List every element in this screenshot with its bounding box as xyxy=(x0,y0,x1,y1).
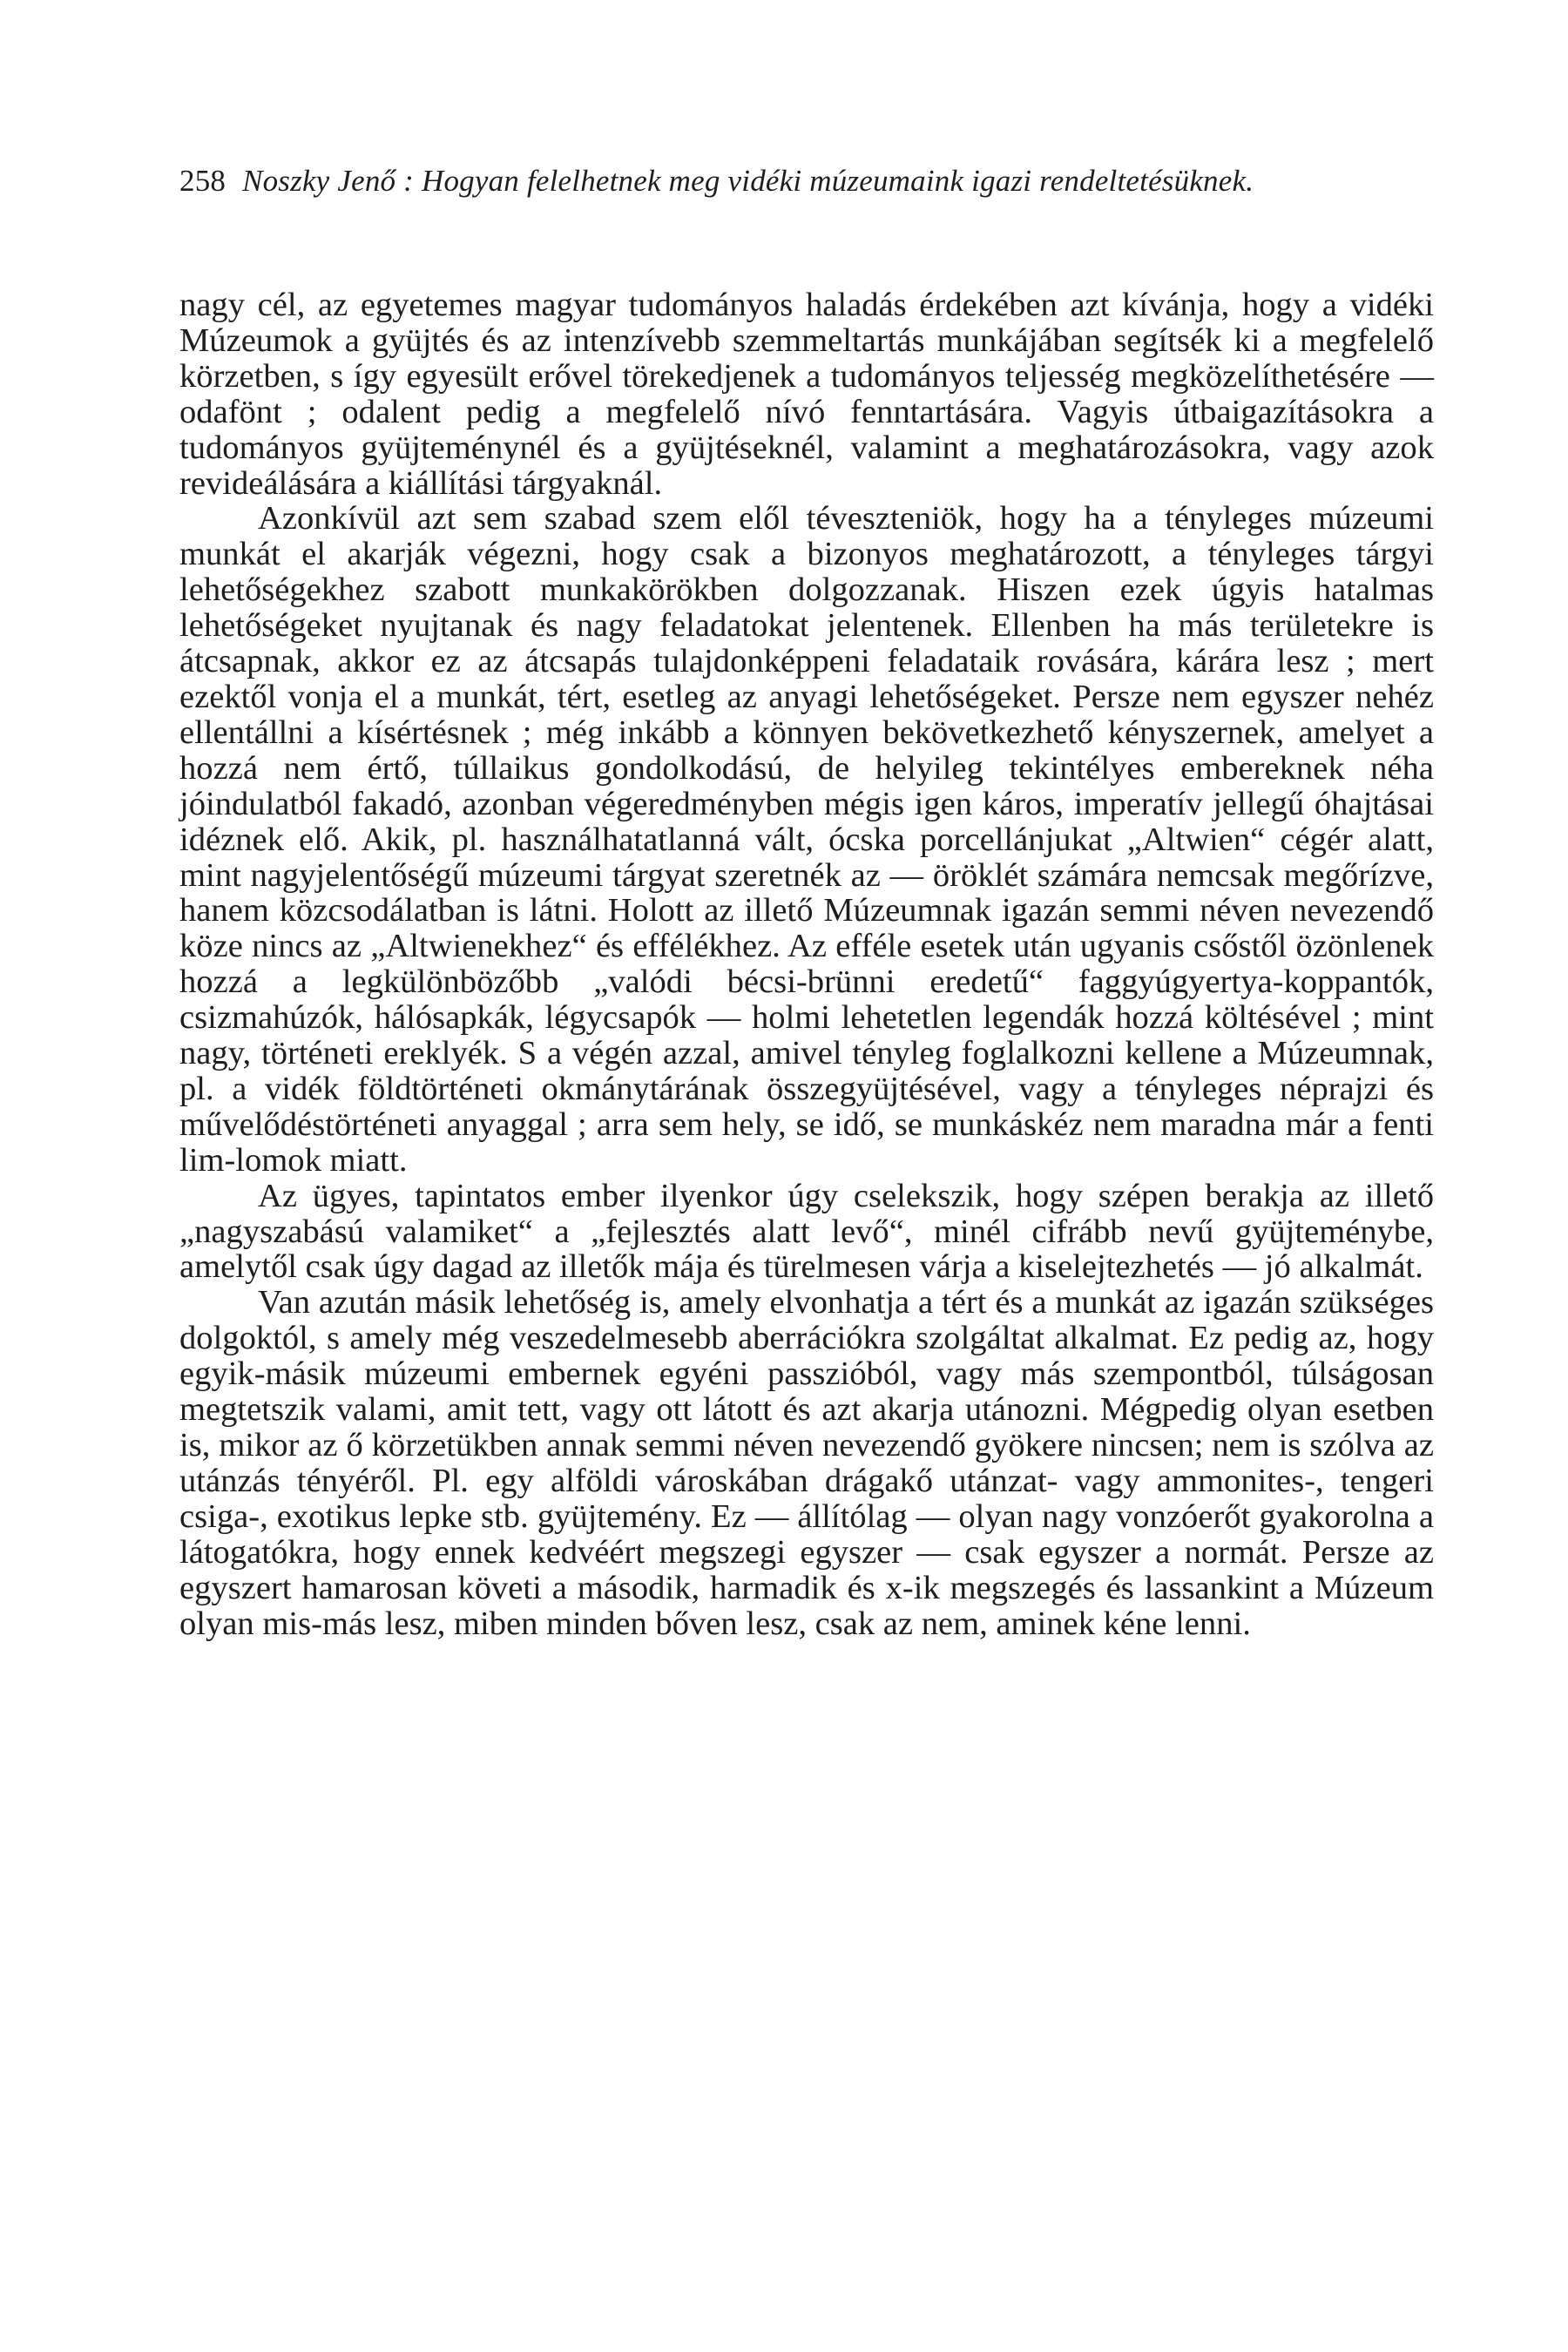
paragraph-4: Van azután másik lehetőség is, amely elvonhatja a tért és a munkát az igazán szükséges dolgoktól, s amely még veszedelmesebb aberrációkra szolgáltat alkalmat. Ez pedig az, hogy egyik-másik múzeumi embernek egyéni passzióból, vagy más szempontból, túlságosan megtetszik valami, amit tett, vagy ott látott és azt akarja utánozni. Mégpedig olyan esetben is, mikor az ő körzetükben annak semmi néven nevezendő gyökere nincsen; nem is szólva az utánzás tényéről. Pl. egy alföldi városkában drágakő utánzat- vagy ammonites-, tengeri csiga-, exotikus lepke stb. gyüjtemény. Ez — állítólag — olyan nagy vonzóerőt gyakorolna a látogatókra, hogy ennek kedvéért megszegi egyszer — csak egyszer a normát. Persze az egyszert hamarosan követi a második, harmadik és x-ik megszegés és lassankint a Múzeum olyan mis-más lesz, miben minden bőven lesz, csak az nem, aminek kéne lenni. xyxy=(179,1284,1434,1642)
paragraph-3: Az ügyes, tapintatos ember ilyenkor úgy cselekszik, hogy szépen berakja az illető „nagyszabású valamiket“ a „fejlesztés alatt levő“, minél cifrább nevű gyüjteménybe, amelytől csak úgy dagad az illetők mája és türelmesen várja a kiselejtezhetés — jó alkalmát. xyxy=(179,1177,1434,1286)
book-page xyxy=(179,0,1434,2352)
page-number: 258 xyxy=(179,164,226,198)
body-text xyxy=(179,287,1434,1641)
running-header xyxy=(179,162,1434,200)
paragraph-2: Azonkívül azt sem szabad szem elől téveszteniök, hogy ha a tényleges múzeumi munkát el akarják végezni, hogy csak a bizonyos meghatározott, a tényleges tárgyi lehetőségekhez szabott munkakörökben dolgozzanak. Hiszen ezek úgyis hatalmas lehetőségeket nyujtanak és nagy feladatokat jelentenek. Ellenben ha más területekre is átcsapnak, akkor ez az átcsapás tulajdonképpeni feladataik rovására, kárára lesz ; mert ezektől vonja el a munkát, tért, esetleg az anyagi lehetőségeket. Persze nem egyszer nehéz ellentállni a kísértésnek ; még inkább a könnyen bekövetkezhető kényszernek, amelyet a hozzá nem értő, túllaikus gondolkodású, de helyileg tekintélyes embereknek néha jóindulatból fakadó, azonban végeredményben mégis igen káros, imperatív jellegű óhajtásai idéznek elő. Akik, pl. használhatatlanná vált, ócska porcellánjukat „Altwien“ cégér alatt, mint nagyjelentőségű múzeumi tárgyat szeretnék az — öröklét számára nemcsak megőrízve, hanem közcsodálatban is látni. Holott az illető Múzeumnak igazán semmi néven nevezendő köze nincs az „Altwienekhez“ és effélékhez. Az efféle esetek után ugyanis csőstől özönlenek hozzá a legkülönbözőbb „valódi bécsi-brünni eredetű“ faggyúgyertya-koppantók, csizmahúzók, hálósapkák, légycsapók — holmi lehetetlen legendák hozzá költésével ; mint nagy, történeti ereklyék. S a végén azzal, amivel tényleg foglalkozni kellene a Múzeumnak, pl. a vidék földtörténeti okmánytárának összegyüjtésével, vagy a tényleges néprajzi és művelődéstörténeti anyaggal ; arra sem hely, se idő, se munkáskéz nem maradna már a fenti lim-lomok miatt. xyxy=(179,500,1434,1179)
running-title: Noszky Jenő : Hogyan felelhetnek meg vidéki múzeumaink igazi rendeltetésüknek. xyxy=(242,164,1254,198)
paragraph-1: nagy cél, az egyetemes magyar tudományos haladás érdekében azt kívánja, hogy a vidéki Múzeumok a gyüjtés és az intenzívebb szemmeltartás munkájában segítsék ki a megfelelő körzetben, s így egyesült erővel törekedjenek a tudományos teljesség megközelíthetésére — odafönt ; odalent pedig a megfelelő nívó fenntartására. Vagyis útbaigazításokra a tudományos gyüjteménynél és a gyüjtéseknél, valamint a meghatározásokra, vagy azok revideálására a kiállítási tárgyaknál. xyxy=(179,287,1434,502)
